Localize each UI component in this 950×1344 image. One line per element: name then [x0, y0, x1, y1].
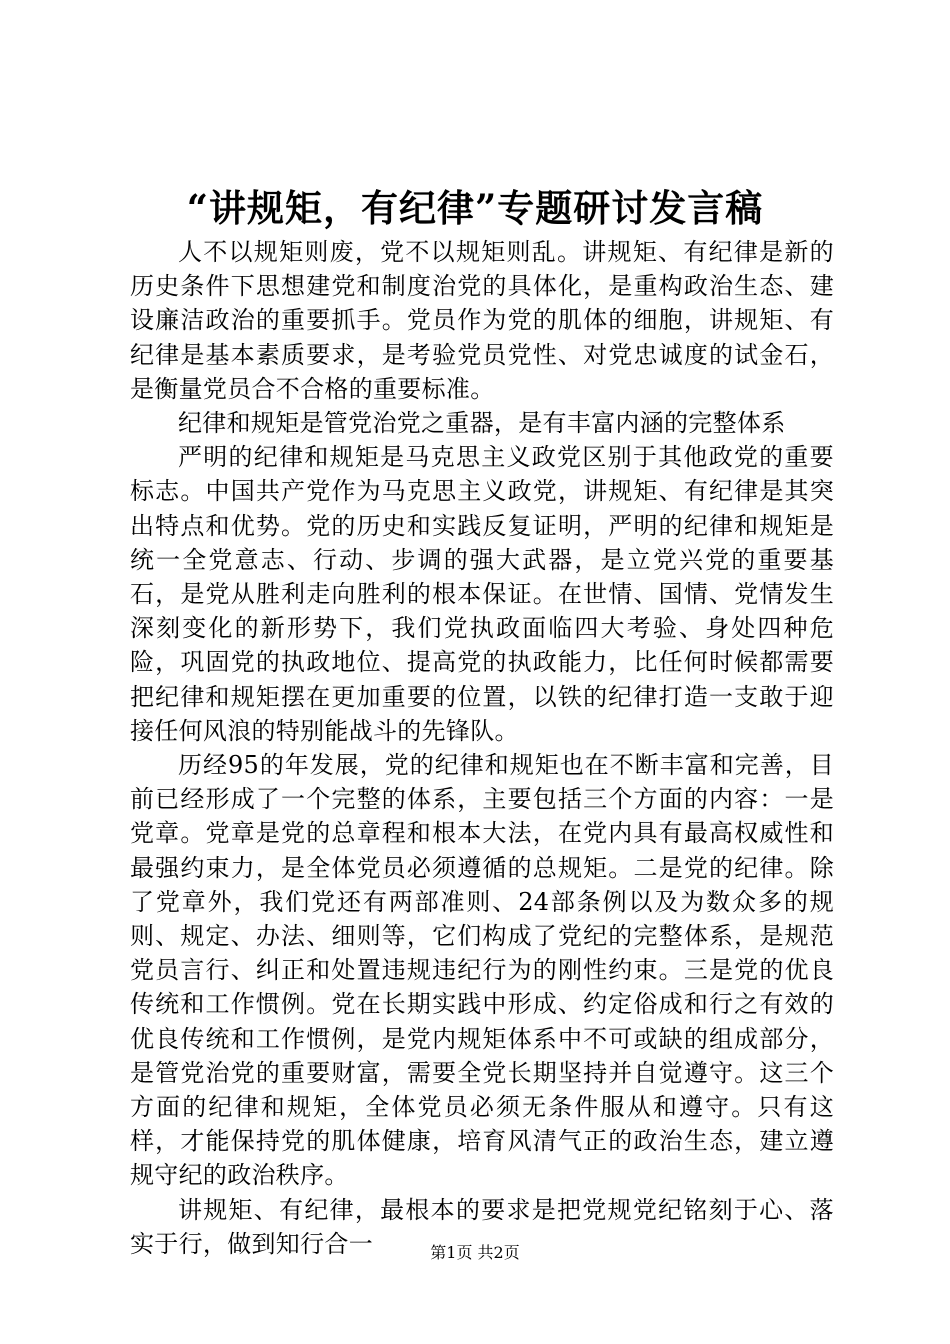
document-title: “讲规矩，有纪律”专题研讨发言稿	[186, 186, 764, 230]
paragraph-discipline-importance: 严明的纪律和规矩是马克思主义政党区别于其他政党的重要标志。中国共产党作为马克思主义政党，讲规矩、有纪律是其突出特点和优势。党的历史和实践反复证明，严明的纪律和规矩是统一全党意志、行动、步调的强大武器，是立党兴党的重要基石，是党从胜利走向胜利的根本保证。在世情、国情、党情发生深刻变化的新形势下，我们党执政面临四大考验、身处四种危险，巩固党的执政地位、提高党的执政能力，比任何时候都需要把纪律和规矩摆在更加重要的位置，以铁的纪律打造一支敢于迎接任何风浪的特别能战斗的先锋队。	[130, 443, 834, 745]
paragraph-heading-discipline: 纪律和规矩是管党治党之重器，是有丰富内涵的完整体系	[178, 409, 786, 438]
document-body	[130, 235, 834, 1261]
paragraph-discipline-system: 历经95的年发展，党的纪律和规矩也在不断丰富和完善，目前已经形成了一个完整的体系，主要包括三个方面的内容：一是党章。党章是党的总章程和根本大法，在党内具有最高权威性和最强约束力，是全体党员必须遵循的总规矩。二是党的纪律。除了党章外，我们党还有两部准则、24部条例以及为数众多的规则、规定、办法、细则等，它们构成了党纪的完整体系，是规范党员言行、纠正和处置违规违纪行为的刚性约束。三是党的优良传统和工作惯例。党在长期实践中形成、约定俗成和行之有效的优良传统和工作惯例，是党内规矩体系中不可或缺的组成部分，是管党治党的重要财富，需要全党长期坚持并自觉遵守。这三个方面的纪律和规矩，全体党员必须无条件服从和遵守。只有这样，才能保持党的肌体健康，培育风清气正的政治生态，建立遵规守纪的政治秩序。	[130, 751, 834, 1190]
paragraph-intro: 人不以规矩则废，党不以规矩则乱。讲规矩、有纪律是新的历史条件下思想建党和制度治党的具体化，是重构政治生态、建设廉洁政治的重要抓手。党员作为党的肌体的细胞，讲规矩、有纪律是基本素质要求，是考验党员党性、对党忠诚度的试金石，是衡量党员合不合格的重要标准。	[130, 238, 834, 403]
page-number-footer: 第1页 共2页	[430, 1243, 520, 1262]
paragraph-heading-practice: 讲规矩、有纪律，最根本的要求是把党规党纪铭刻于心、落实于行，做到知行合一	[130, 1195, 834, 1258]
